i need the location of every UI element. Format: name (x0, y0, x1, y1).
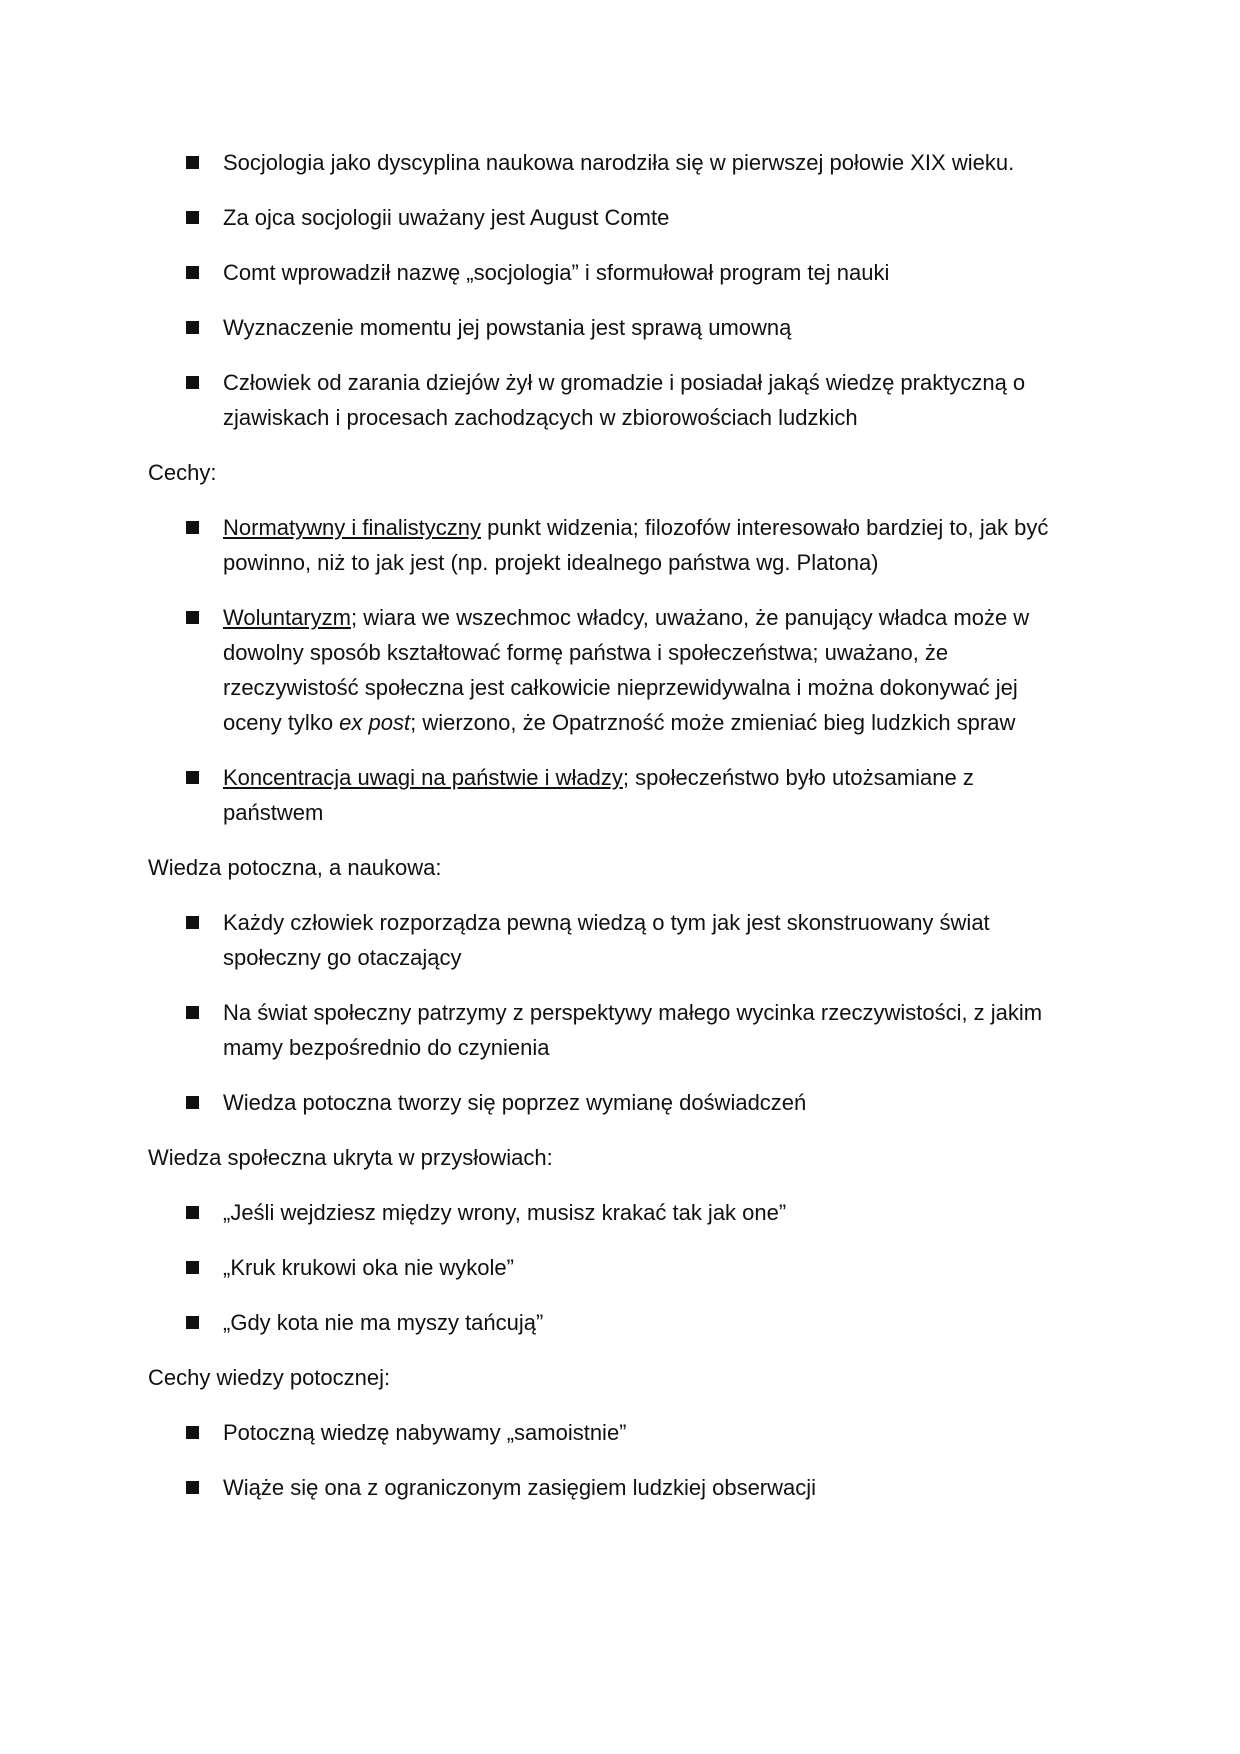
square-bullet-icon (186, 1316, 199, 1329)
underlined-term: Woluntaryzm (223, 605, 351, 630)
list-item-text: Na świat społeczny patrzymy z perspektywy małego wycinka rzeczywistości, z jakim mamy bezpośrednio do czynienia (223, 1000, 1043, 1060)
list-item-text: Za ojca socjologii uważany jest August Comte (223, 205, 670, 230)
list-item-text: Socjologia jako dyscyplina naukowa narodziła się w pierwszej połowie XIX wieku. (223, 150, 1015, 175)
square-bullet-icon (186, 1481, 199, 1494)
square-bullet-icon (186, 1426, 199, 1439)
underlined-term: Koncentracja uwagi na państwie i władzy (223, 765, 623, 790)
list-item (148, 600, 1070, 740)
section-heading-wiedza: Wiedza potoczna, a naukowa: (148, 855, 442, 880)
list-item-text: Wyznaczenie momentu jej powstania jest sprawą umowną (223, 315, 792, 340)
cechy-list (148, 510, 1070, 830)
wiedza-list (148, 905, 1070, 1120)
square-bullet-icon (186, 376, 199, 389)
intro-list (148, 145, 1070, 435)
list-item-text: ; społeczeństwo było utożsamiane z państwem (223, 765, 974, 825)
underlined-term: Normatywny i finalistyczny (223, 515, 481, 540)
list-item (148, 995, 1070, 1065)
list-item-text: „Gdy kota nie ma myszy tańcują” (223, 1310, 544, 1335)
list-item (148, 1470, 1070, 1505)
list-item-text: „Jeśli wejdziesz między wrony, musisz krakać tak jak one” (223, 1200, 787, 1225)
list-item (148, 760, 1070, 830)
square-bullet-icon (186, 771, 199, 784)
list-item (148, 1195, 1070, 1230)
list-item (148, 365, 1070, 435)
list-item (148, 510, 1070, 580)
square-bullet-icon (186, 211, 199, 224)
square-bullet-icon (186, 321, 199, 334)
italic-term: ex post (339, 710, 411, 735)
cechy-potocznej-list (148, 1415, 1070, 1505)
list-item-text: Człowiek od zarania dziejów żył w gromadzie i posiadał jakąś wiedzę praktyczną o zjawiskach i procesach zachodzących w zbiorowościach ludzkich (223, 370, 1026, 430)
list-item-text: Każdy człowiek rozporządza pewną wiedzą o tym jak jest skonstruowany świat społeczny go otaczający (223, 910, 990, 970)
square-bullet-icon (186, 1206, 199, 1219)
list-item-text: Wiedza potoczna tworzy się poprzez wymianę doświadczeń (223, 1090, 807, 1115)
list-item (148, 145, 1070, 180)
square-bullet-icon (186, 1261, 199, 1274)
square-bullet-icon (186, 521, 199, 534)
list-item (148, 905, 1070, 975)
list-item (148, 1415, 1070, 1450)
section-heading-przyslowia: Wiedza społeczna ukryta w przysłowiach: (148, 1145, 553, 1170)
list-item (148, 1305, 1070, 1340)
square-bullet-icon (186, 1096, 199, 1109)
square-bullet-icon (186, 1006, 199, 1019)
list-item-text: punkt widzenia; filozofów interesowało bardziej to, jak być powinno, niż to jak jest (np. projekt idealnego państwa wg. Platona) (223, 515, 1049, 575)
przyslowia-list (148, 1195, 1070, 1340)
list-item (148, 200, 1070, 235)
list-item (148, 310, 1070, 345)
list-item (148, 1085, 1070, 1120)
list-item-text: „Kruk krukowi oka nie wykole” (223, 1255, 514, 1280)
list-item (148, 255, 1070, 290)
list-item-text: Comt wprowadził nazwę „socjologia” i sformułował program tej nauki (223, 260, 890, 285)
list-item-text: Wiąże się ona z ograniczonym zasięgiem ludzkiej obserwacji (223, 1475, 817, 1500)
square-bullet-icon (186, 266, 199, 279)
square-bullet-icon (186, 156, 199, 169)
section-heading-cechy-potocznej: Cechy wiedzy potocznej: (148, 1365, 391, 1390)
square-bullet-icon (186, 916, 199, 929)
list-item-text: ; wiara we wszechmoc władcy, uważano, że panujący władca może w dowolny sposób kształtować formę państwa i społeczeństwa; uważano, że rzeczywistość społeczna jest całkowicie nieprzewidywalna i można dokonywać jej oceny tylko (223, 605, 1030, 735)
list-item (148, 1250, 1070, 1285)
square-bullet-icon (186, 611, 199, 624)
list-item-text: Potoczną wiedzę nabywamy „samoistnie” (223, 1420, 627, 1445)
list-item-text: ; wierzono, że Opatrzność może zmieniać bieg ludzkich spraw (410, 710, 1016, 735)
section-heading-cechy: Cechy: (148, 460, 217, 485)
